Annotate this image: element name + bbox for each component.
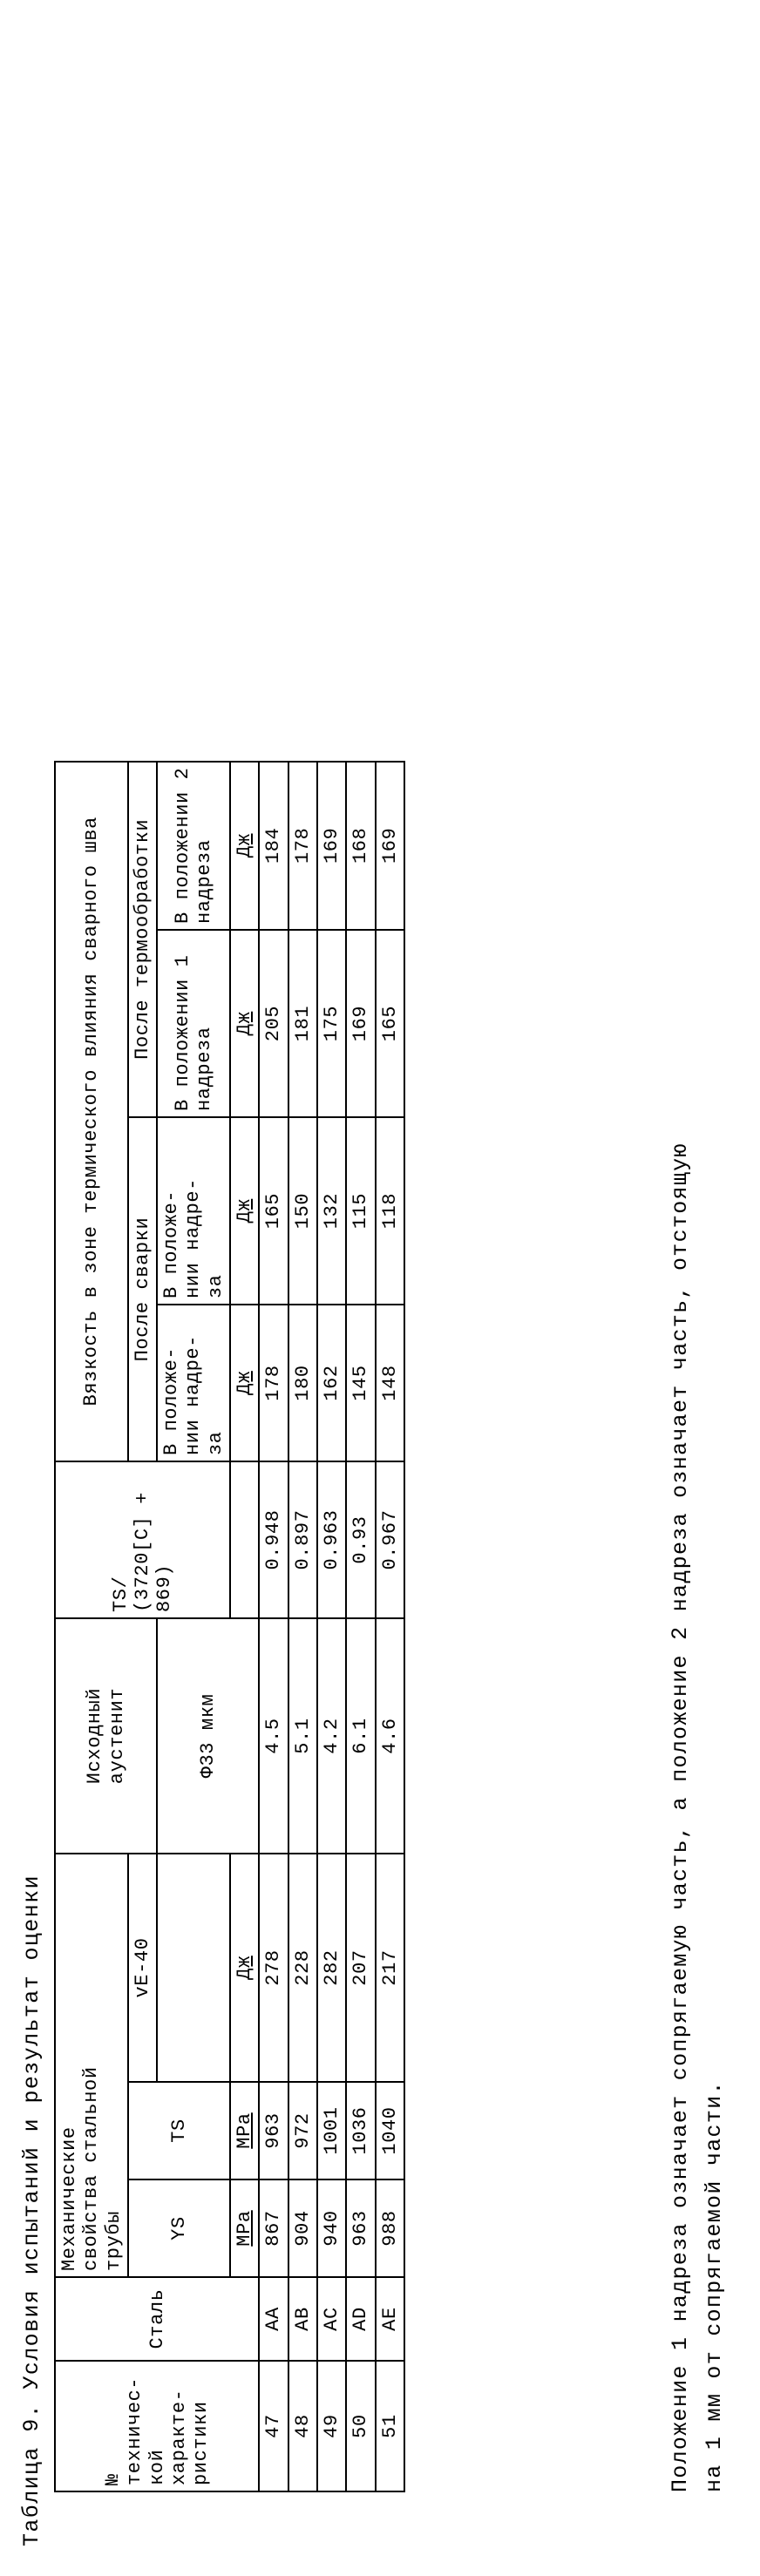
cell-no: 48 bbox=[288, 2361, 317, 2491]
unit-heat-pos1: Дж bbox=[230, 930, 259, 1117]
cell-ys: 963 bbox=[346, 2179, 375, 2277]
cell-no: 49 bbox=[317, 2361, 346, 2491]
header-after-heat-treatment: После термообработки bbox=[128, 762, 157, 1117]
cell-ve40: 282 bbox=[317, 1854, 346, 2082]
cell-heat-pos2: 169 bbox=[376, 762, 404, 930]
unit-ve40: Дж bbox=[230, 1854, 259, 2082]
cell-ve40: 217 bbox=[376, 1854, 404, 2082]
cell-ts: 1036 bbox=[346, 2082, 375, 2179]
cell-austenite: 4.2 bbox=[317, 1618, 346, 1854]
cell-ve40: 278 bbox=[259, 1854, 288, 2082]
cell-weld-pos1: 148 bbox=[376, 1305, 404, 1461]
table-row bbox=[346, 762, 375, 2491]
cell-weld-pos2: 115 bbox=[346, 1117, 375, 1305]
header-ve40: vE-40 bbox=[128, 1854, 157, 2082]
results-table bbox=[54, 761, 405, 2492]
cell-austenite: 4.5 bbox=[259, 1618, 288, 1854]
header-heat-pos2: В положении 2 надреза bbox=[157, 762, 230, 930]
cell-heat-pos2: 169 bbox=[317, 762, 346, 930]
cell-heat-pos1: 181 bbox=[288, 930, 317, 1117]
cell-weld-pos2: 132 bbox=[317, 1117, 346, 1305]
unit-weld-pos2: Дж bbox=[230, 1117, 259, 1305]
header-austenite-unit: Ф33 мкм bbox=[157, 1618, 259, 1854]
unit-ts: MPa bbox=[230, 2082, 259, 2179]
cell-weld-pos1: 145 bbox=[346, 1305, 375, 1461]
header-initial-austenite: Исходный аустенит bbox=[55, 1618, 157, 1854]
cell-ts-ratio: 0.93 bbox=[346, 1461, 375, 1618]
cell-ts: 963 bbox=[259, 2082, 288, 2179]
unit-ts-ratio-blank bbox=[230, 1461, 259, 1618]
header-mech-props: Механические свойства стальной трубы bbox=[55, 1854, 128, 2277]
table-caption: Таблица 9. Условия испытаний и результат оценки bbox=[19, 1874, 44, 2546]
cell-ts: 1040 bbox=[376, 2082, 404, 2179]
cell-steel: AB bbox=[288, 2277, 317, 2361]
cell-ts-ratio: 0.948 bbox=[259, 1461, 288, 1618]
cell-weld-pos2: 165 bbox=[259, 1117, 288, 1305]
header-ts-ratio: TS/ (3720[C] + 869) bbox=[55, 1461, 230, 1618]
header-heat-pos1: В положении 1 надреза bbox=[157, 930, 230, 1117]
cell-ys: 867 bbox=[259, 2179, 288, 2277]
cell-ts-ratio: 0.963 bbox=[317, 1461, 346, 1618]
cell-heat-pos1: 205 bbox=[259, 930, 288, 1117]
header-ts: TS bbox=[128, 2082, 230, 2179]
cell-weld-pos2: 118 bbox=[376, 1117, 404, 1305]
cell-steel: AE bbox=[376, 2277, 404, 2361]
header-weld-pos1: В положе- нии надре- за bbox=[157, 1305, 230, 1461]
cell-ys: 940 bbox=[317, 2179, 346, 2277]
cell-austenite: 4.6 bbox=[376, 1618, 404, 1854]
unit-ys: MPa bbox=[230, 2179, 259, 2277]
cell-no: 50 bbox=[346, 2361, 375, 2491]
cell-heat-pos2: 178 bbox=[288, 762, 317, 930]
cell-ts-ratio: 0.967 bbox=[376, 1461, 404, 1618]
unit-weld-pos1: Дж bbox=[230, 1305, 259, 1461]
table-footnote: Положение 1 надреза означает сопрягаемую часть, а положение 2 надреза означает часть, отстоящую на 1 мм от сопрягаемой части. bbox=[668, 1142, 727, 2492]
cell-heat-pos1: 169 bbox=[346, 930, 375, 1117]
cell-steel: AA bbox=[259, 2277, 288, 2361]
cell-ts: 1001 bbox=[317, 2082, 346, 2179]
cell-ts-ratio: 0.897 bbox=[288, 1461, 317, 1618]
cell-ys: 988 bbox=[376, 2179, 404, 2277]
cell-heat-pos2: 168 bbox=[346, 762, 375, 930]
cell-ve40: 207 bbox=[346, 1854, 375, 2082]
header-weld-pos2: В положе- нии надре- за bbox=[157, 1117, 230, 1305]
cell-austenite: 5.1 bbox=[288, 1618, 317, 1854]
header-toughness: Вязкость в зоне термического влияния сварного шва bbox=[55, 762, 128, 1461]
cell-weld-pos1: 178 bbox=[259, 1305, 288, 1461]
cell-no: 47 bbox=[259, 2361, 288, 2491]
cell-austenite: 6.1 bbox=[346, 1618, 375, 1854]
header-after-welding: После сварки bbox=[128, 1117, 157, 1461]
cell-no: 51 bbox=[376, 2361, 404, 2491]
cell-heat-pos1: 165 bbox=[376, 930, 404, 1117]
cell-weld-pos1: 180 bbox=[288, 1305, 317, 1461]
cell-steel: AD bbox=[346, 2277, 375, 2361]
cell-heat-pos2: 184 bbox=[259, 762, 288, 930]
header-ys: YS bbox=[128, 2179, 230, 2277]
table-row bbox=[317, 762, 346, 2491]
cell-heat-pos1: 175 bbox=[317, 930, 346, 1117]
cell-steel: AC bbox=[317, 2277, 346, 2361]
header-ve40-span bbox=[157, 1854, 230, 2082]
table-row bbox=[259, 762, 288, 2491]
cell-weld-pos2: 150 bbox=[288, 1117, 317, 1305]
table-header-row-1 bbox=[55, 762, 128, 2491]
cell-ys: 904 bbox=[288, 2179, 317, 2277]
unit-heat-pos2: Дж bbox=[230, 762, 259, 930]
table-row bbox=[288, 762, 317, 2491]
table-row bbox=[376, 762, 404, 2491]
cell-ve40: 228 bbox=[288, 1854, 317, 2082]
cell-weld-pos1: 162 bbox=[317, 1305, 346, 1461]
header-tech-char-no: № техничес- кой характе- ристики bbox=[55, 2361, 259, 2491]
header-steel: Сталь bbox=[55, 2277, 259, 2361]
cell-ts: 972 bbox=[288, 2082, 317, 2179]
